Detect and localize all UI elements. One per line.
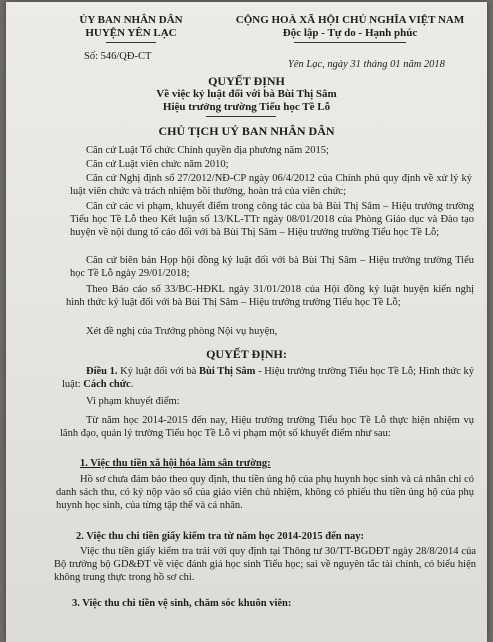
preamble-5: Căn cứ biên bản Họp hội đồng kỷ luật đối với bà Bùi Thị Sâm – Hiệu trưởng trường Tiểu học Tề Lỗ ngày 29/01/2018; bbox=[70, 255, 474, 279]
item-2-text: Việc thu tiền giấy kiểm tra trái với quy định tại Thông tư 30/TT-BGDĐT ngày 28/8/2014 của Bộ trưởng bộ GD&ĐT về việc đánh giá học sinh Tiểu học; sai về nguyên tắc tài chính, có biểu hiện không trung thực trong hồ sơ chi. bbox=[54, 546, 476, 583]
nation-title: CỘNG HOÀ XÃ HỘI CHỦ NGHĨA VIỆT NAM bbox=[235, 14, 465, 26]
article-1-text-1: Kỷ luật đối với bà bbox=[117, 366, 199, 377]
violations-intro: Vi phạm khuyết điểm: bbox=[86, 396, 180, 407]
preamble-2: Căn cứ Luật viên chức năm 2010; bbox=[86, 159, 229, 170]
org-name-2: HUYỆN YÊN LẠC bbox=[85, 27, 177, 39]
violations-paragraph: Từ năm học 2014-2015 đến nay, Hiệu trưởng trường Tiểu học Tề Lỗ thực hiện nhiệm vụ lãnh đạo, quản lý trường Tiểu học Tề Lỗ vi phạm một số khuyết điểm như sau: bbox=[60, 415, 474, 439]
article-1 bbox=[62, 365, 474, 391]
decision-heading: QUYẾT ĐỊNH: bbox=[206, 347, 287, 361]
document-title: QUYẾT ĐỊNH bbox=[208, 74, 285, 88]
header-right-rule bbox=[294, 42, 406, 43]
subject-line-1: Về việc kỷ luật đối với bà Bùi Thị Sâm bbox=[156, 88, 337, 100]
item-1-text: Hồ sơ chưa đảm bảo theo quy định, thu tiền ủng hộ của phụ huynh học sinh và cá nhân chỉ có danh sách thu, có ký nộp vào sổ của giáo viên chủ nhiệm, không có phiếu thu tiền ủng hộ của phụ huynh học sinh, của từng tập thể và cá nhân. bbox=[56, 474, 474, 511]
header-left-rule bbox=[106, 42, 156, 43]
item-3-title: 3. Việc thu chi tiền vệ sinh, chăm sóc khuôn viên: bbox=[72, 598, 292, 609]
motto: Độc lập - Tự do - Hạnh phúc bbox=[282, 27, 418, 39]
article-1-end: . bbox=[130, 379, 134, 390]
document-page bbox=[6, 2, 487, 642]
item-1-title: 1. Việc thu tiền xã hội hóa làm sân trường: bbox=[80, 458, 271, 469]
preamble-7: Xét đề nghị của Trưởng phòng Nội vụ huyện, bbox=[86, 326, 278, 337]
item-2-title: 2. Việc thu chi tiền giấy kiểm tra từ năm học 2014-2015 đến nay: bbox=[76, 531, 365, 542]
preamble-1: Căn cứ Luật Tổ chức Chính quyền địa phương năm 2015; bbox=[86, 145, 329, 156]
preamble-6: Theo Báo cáo số 33/BC-HĐKL ngày 31/01/2018 của Hội đồng kỷ luật huyện kiến nghị hình thức kỷ luật đối với bà Bùi Thị Sâm – Hiệu trưởng trường Tiểu học Tề Lỗ; bbox=[66, 284, 474, 308]
org-name-1: ỦY BAN NHÂN DÂN bbox=[79, 14, 183, 26]
document-number: Số: 546/QĐ-CT bbox=[84, 51, 152, 62]
preamble-4: Căn cứ các vi phạm, khuyết điểm trong công tác của bà Bùi Thị Sâm – Hiệu trưởng trường Tiểu học Tề Lỗ theo Kết luận số 13/KL-TTr ngày 08/01/2018 của Phòng Giáo dục và Đào tạo huyện về nội dung tố cáo đối với bà Bùi Thị Sâm – Hiệu trưởng trường Tiểu học Tề Lỗ; bbox=[70, 201, 474, 238]
article-1-label: Điều 1. bbox=[86, 366, 118, 377]
article-1-text-2: - Hiệu trưởng trường Tiểu học Tề Lỗ; Hình thức kỷ luật: bbox=[62, 366, 475, 390]
subject-line-2: Hiệu trưởng trường Tiểu học Tề Lỗ bbox=[162, 101, 331, 113]
preamble-3: Căn cứ Nghị định số 27/2012/NĐ-CP ngày 06/4/2012 của Chính phủ quy định về xử lý kỷ luật viên chức và trách nhiệm bồi thường, hoàn trả của viên chức; bbox=[70, 173, 472, 197]
title-rule bbox=[206, 116, 276, 117]
article-1-name: Bùi Thị Sâm bbox=[198, 366, 256, 377]
article-1-penalty: Cách chức bbox=[83, 379, 131, 390]
document-date: Yên Lạc, ngày 31 tháng 01 năm 2018 bbox=[288, 59, 445, 70]
issuing-authority: CHỦ TỊCH UỶ BAN NHÂN DÂN bbox=[158, 124, 335, 138]
